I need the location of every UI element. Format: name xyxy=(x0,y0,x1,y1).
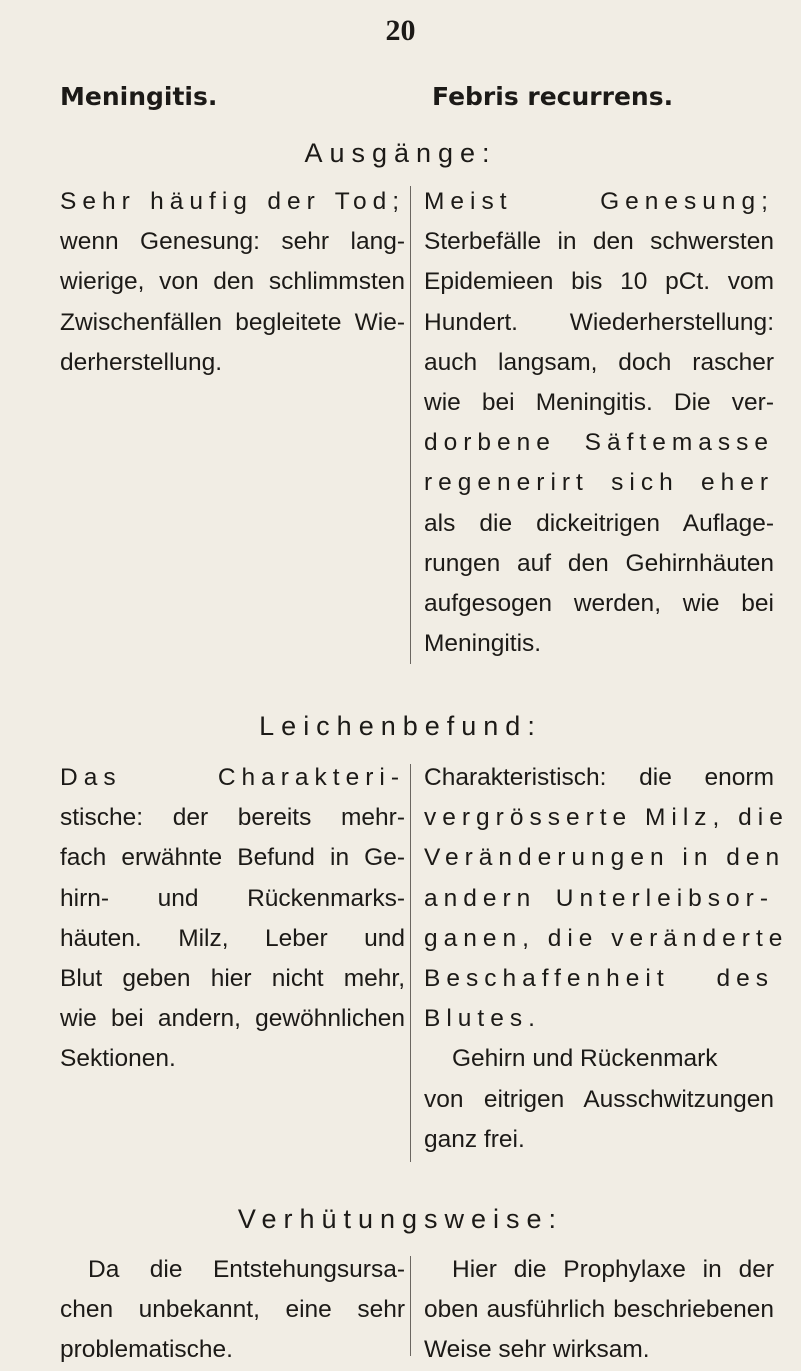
text-line: Epidemieen bis 10 pCt. vom xyxy=(424,268,774,296)
text-line: Meningitis. xyxy=(424,630,542,658)
text-line: Blut geben hier nicht mehr, xyxy=(60,965,405,993)
text-line: wie bei Meningitis. Die ver- xyxy=(424,389,774,417)
text-line: wierige, von den schlimmsten xyxy=(60,268,405,296)
text-line: als die dickeitrigen Auflage- xyxy=(424,509,774,537)
leichenbefund-meningitis-text xyxy=(60,758,405,1080)
text-line: ganz frei. xyxy=(424,1125,525,1153)
text-line: fach erwähnte Befund in Ge- xyxy=(60,844,405,872)
text-line: auch langsam, doch rascher xyxy=(424,348,774,376)
text-line: Weise sehr wirksam. xyxy=(424,1336,650,1364)
text-line: chen unbekannt, eine sehr xyxy=(60,1296,405,1324)
text-line: Das Charakteri- xyxy=(60,764,405,791)
column-heading-febris-recurrens: Febris recurrens. xyxy=(432,82,674,111)
text-line: Blutes. xyxy=(424,1005,541,1033)
text-line: Charakteristisch: die enorm xyxy=(424,764,774,791)
text-line: wenn Genesung: sehr lang- xyxy=(60,228,405,256)
text-line: ganen, die veränderte xyxy=(424,924,789,952)
text-line: stische: der bereits mehr- xyxy=(60,804,405,832)
text-line: Hundert. Wiederherstellung: xyxy=(424,308,774,336)
text-line: von eitrigen Ausschwitzungen xyxy=(424,1085,774,1113)
text-line: dorbene Säftemasse xyxy=(424,429,774,457)
text-line: wie bei andern, gewöhnlichen xyxy=(60,1005,405,1033)
text-line: rungen auf den Gehirnhäuten xyxy=(424,549,774,577)
text-line: Veränderungen in den xyxy=(424,844,786,872)
verhuetungsweise-febris-text xyxy=(424,1250,774,1371)
divider xyxy=(410,1256,411,1356)
text-line: häuten. Milz, Leber und xyxy=(60,924,405,952)
text-line: Beschaffenheit des xyxy=(424,965,774,993)
text-line: Meist Genesung; xyxy=(424,188,774,215)
text-line: aufgesogen werden, wie bei xyxy=(424,590,774,618)
text-line: andern Unterleibsor- xyxy=(424,884,774,912)
text-line: oben ausführlich beschriebenen xyxy=(424,1296,774,1324)
text-line: Gehirn und Rückenmark xyxy=(452,1045,718,1073)
section-heading-verhuetungsweise: Verhütungsweise: xyxy=(237,1204,564,1234)
text-line: Sektionen. xyxy=(60,1045,176,1073)
page-number: 20 xyxy=(385,14,416,47)
text-line: regenerirt sich eher xyxy=(424,469,774,497)
leichenbefund-febris-text xyxy=(424,758,789,1160)
text-line: problematische. xyxy=(60,1336,233,1364)
section-heading-leichenbefund: Leichenbefund: xyxy=(259,711,542,741)
divider xyxy=(410,186,411,664)
text-line: vergrösserte Milz, die xyxy=(424,804,789,832)
text-line: Zwischenfällen begleitete Wie- xyxy=(60,308,405,336)
text-line: Sterbefälle in den schwersten xyxy=(424,228,774,256)
text-line: derherstellung. xyxy=(60,348,223,376)
text-line: Da die Entstehungsursa- xyxy=(88,1256,405,1283)
text-line: Hier die Prophylaxe in der xyxy=(452,1256,774,1283)
text-line: hirn- und Rückenmarks- xyxy=(60,884,405,912)
ausgaenge-febris-text xyxy=(424,182,774,664)
section-heading-ausgaenge: Ausgänge: xyxy=(304,138,497,168)
column-heading-meningitis: Meningitis. xyxy=(60,82,218,111)
verhuetungsweise-meningitis-text xyxy=(60,1250,405,1371)
ausgaenge-meningitis-text xyxy=(60,182,405,383)
divider xyxy=(410,764,411,1162)
text-line: Sehr häufig der Tod; xyxy=(60,188,405,215)
